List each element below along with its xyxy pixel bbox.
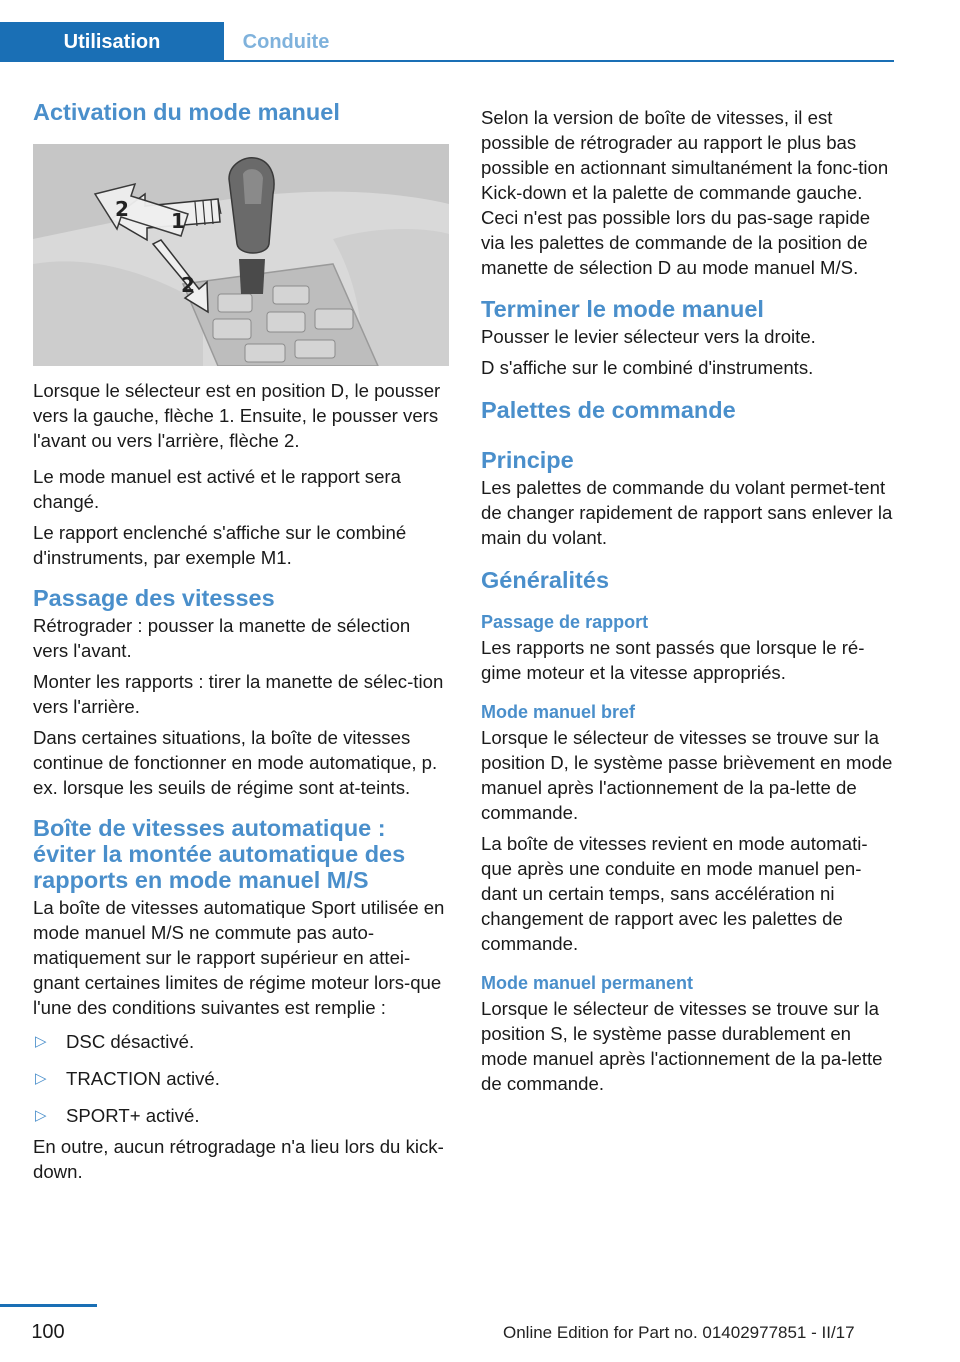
- list-item: [33, 1029, 449, 1054]
- paragraph: Le mode manuel est activé et le rapport sera changé.: [33, 466, 401, 512]
- tab-conduite[interactable]: Conduite: [242, 30, 330, 53]
- paragraph: La boîte de vitesses revient en mode automati‐que après une conduite en mode manuel pen‐dant un certain temps, sans accélération ni changement de rapport avec les palettes de commande.: [481, 833, 868, 954]
- page-number: 100: [31, 1321, 65, 1343]
- heading-mode-manuel-permanent: Mode manuel permanent: [481, 973, 694, 993]
- heading-passage-des-vitesses: Passage des vitesses: [33, 585, 275, 611]
- heading-principe: Principe: [481, 447, 574, 473]
- conditions-list: [33, 1029, 449, 1128]
- paragraph: Dans certaines situations, la boîte de vitesses continue de fonctionner en mode automatique, p. ex. lorsque les seuils de régime sont at‐teints.: [33, 727, 438, 798]
- heading-passage-de-rapport: Passage de rapport: [481, 612, 649, 632]
- paragraph: Le rapport enclenché s'affiche sur le combiné d'instruments, par exemple M1.: [33, 522, 407, 568]
- tab-divider: [224, 60, 894, 62]
- paragraph: Les palettes de commande du volant permet‐tent de changer rapidement de rapport sans enlever la main du volant.: [481, 477, 893, 548]
- list-item-text: DSC désactivé.: [66, 1031, 195, 1052]
- triangle-bullet-icon: ▷: [35, 1107, 47, 1124]
- top-navigation: [0, 0, 960, 62]
- paragraph: Monter les rapports : tirer la manette de sélec‐tion vers l'arrière.: [33, 671, 444, 717]
- paragraph: Pousser le levier sélecteur vers la droite.: [481, 326, 816, 347]
- right-column: [481, 105, 897, 1096]
- paragraph: Lorsque le sélecteur est en position D, le pousser vers la gauche, flèche 1. Ensuite, le pousser vers l'avant ou vers l'arrière, flèche 2.: [33, 380, 441, 451]
- list-item: [33, 1103, 449, 1128]
- paragraph: En outre, aucun rétrogradage n'a lieu lors du kick-down.: [33, 1136, 444, 1182]
- tab-utilisation[interactable]: Utilisation: [0, 22, 224, 62]
- list-item: [33, 1066, 449, 1091]
- paragraph: La boîte de vitesses automatique Sport utilisée en mode manuel M/S ne commute pas auto‐matiquement sur le rapport supérieur en attei‐gnant certaines limites de régime moteur lors‐que l'une des conditions suivantes est remplie :: [33, 897, 445, 1018]
- footer-rule: [0, 1304, 97, 1307]
- heading-activation-mode-manuel: Activation du mode manuel: [33, 99, 340, 125]
- heading-mode-manuel-bref: Mode manuel bref: [481, 702, 636, 722]
- arrow-label-2-upper: 2: [115, 197, 129, 221]
- paragraph: Lorsque le sélecteur de vitesses se trouve sur la position D, le système passe brièvement en mode manuel après l'actionnement de la pa‐lette de commande.: [481, 727, 893, 823]
- heading-boite-vitesses-automatique: Boîte de vitesses automatique : éviter la montée automatique des rapports en mode manuel M/S: [33, 815, 406, 893]
- paragraph: Rétrograder : pousser la manette de sélection vers l'avant.: [33, 615, 411, 661]
- paragraph: Selon la version de boîte de vitesses, il est possible de rétrograder au rapport le plus bas possible en actionnant simultanément la fonc‐tion Kick-down et la palette de commande gauche. Ceci n'est pas possible lors du pas‐sage rapide via les palettes de commande de la position de manette de sélection D au mode manuel M/S.: [481, 107, 889, 278]
- triangle-bullet-icon: ▷: [35, 1070, 47, 1087]
- gear-selector-illustration: [33, 144, 449, 366]
- arrow-label-2-lower: 2: [181, 273, 195, 297]
- arrow-label-1: 1: [171, 209, 185, 233]
- heading-terminer-mode-manuel: Terminer le mode manuel: [481, 296, 764, 322]
- heading-generalites: Généralités: [481, 567, 610, 593]
- paragraph: Lorsque le sélecteur de vitesses se trouve sur la position S, le système passe durablement en mode manuel après l'actionnement de la pa‐lette de commande.: [481, 998, 883, 1094]
- triangle-bullet-icon: ▷: [35, 1033, 47, 1050]
- edition-footer: Online Edition for Part no. 01402977851 - II/17: [503, 1323, 855, 1342]
- heading-palettes-de-commande: Palettes de commande: [481, 397, 736, 423]
- list-item-text: TRACTION activé.: [66, 1068, 220, 1089]
- paragraph: D s'affiche sur le combiné d'instruments.: [481, 357, 814, 378]
- list-item-text: SPORT+ activé.: [66, 1105, 200, 1126]
- paragraph: Les rapports ne sont passés que lorsque le ré‐gime moteur et la vitesse appropriés.: [481, 637, 865, 683]
- left-column: [33, 98, 449, 1184]
